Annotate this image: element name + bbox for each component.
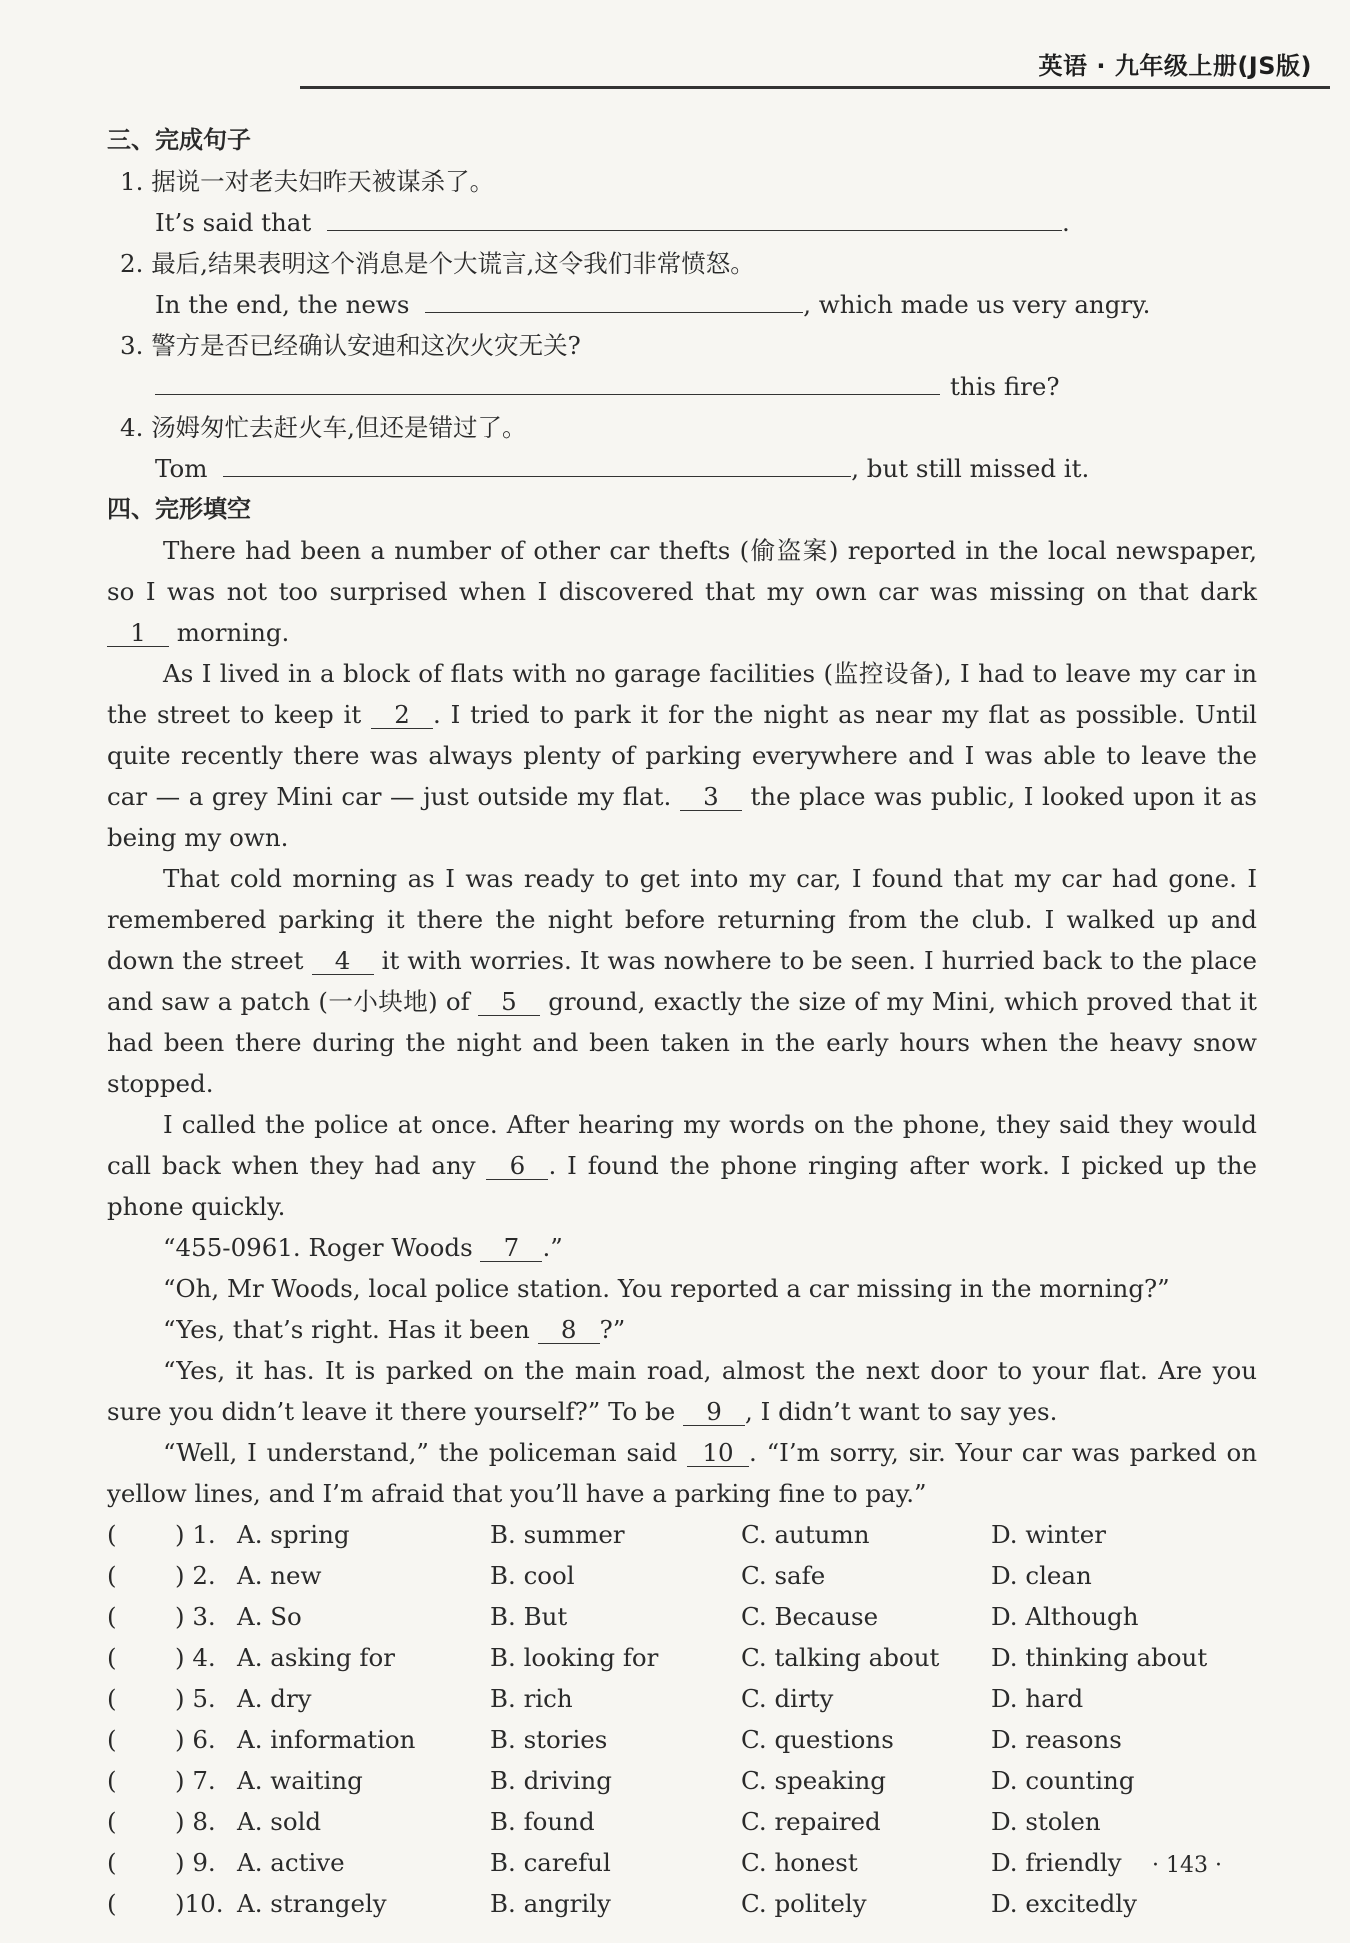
question-number: 3.	[120, 331, 144, 360]
option-b[interactable]: B. rich	[490, 1684, 573, 1713]
cloze-text: ?”	[599, 1315, 626, 1344]
choice-row	[107, 1842, 1257, 1883]
option-b[interactable]: B. cool	[490, 1561, 575, 1590]
cloze-blank[interactable]: 10	[687, 1440, 749, 1467]
cloze-text: There had been a number of other car thefts (偷盗案) reported in the local newspaper, so I was not too surprised when I discovered that my own car was missing on that dark	[107, 536, 1257, 606]
answer-prefix: It’s said that	[155, 208, 312, 237]
option-a[interactable]: A. strangely	[237, 1889, 387, 1918]
cloze-text: . I tried to park it for the night as near my flat as possible. Until quite recently there was always plenty of parking everywhere and I was able to leave the car — a grey Mini car — just outside my flat.	[107, 700, 1258, 811]
choice-number: ) 9.	[175, 1848, 216, 1877]
question-1-chinese	[107, 161, 1257, 202]
answer-paren[interactable]: (	[107, 1766, 117, 1795]
question-2-answer-line	[107, 284, 1257, 325]
answer-blank[interactable]	[327, 206, 1062, 231]
option-b[interactable]: B. But	[490, 1602, 568, 1631]
cloze-blank[interactable]: 8	[538, 1317, 600, 1344]
option-c[interactable]: C. Because	[741, 1602, 879, 1631]
answer-paren[interactable]: (	[107, 1520, 117, 1549]
option-a[interactable]: A. So	[237, 1602, 302, 1631]
choice-row	[107, 1719, 1257, 1760]
cloze-blank[interactable]: 7	[480, 1235, 542, 1262]
cloze-blank[interactable]: 1	[107, 620, 169, 647]
answer-paren[interactable]: (	[107, 1848, 117, 1877]
choice-number: ) 5.	[175, 1684, 216, 1713]
option-c[interactable]: C. honest	[741, 1848, 858, 1877]
cloze-text: . “I’m sorry, sir. Your car was parked on yellow lines, and I’m afraid that you’ll have a parking fine to pay.”	[107, 1438, 1258, 1508]
choice-row	[107, 1883, 1257, 1924]
question-chinese-text: 警方是否已经确认安迪和这次火灾无关?	[151, 331, 581, 360]
cloze-text: “Yes, that’s right. Has it been	[163, 1315, 538, 1344]
choice-row	[107, 1637, 1257, 1678]
question-number: 2.	[120, 249, 144, 278]
answer-paren[interactable]: (	[107, 1602, 117, 1631]
choice-number: ) 8.	[175, 1807, 216, 1836]
cloze-paragraph	[107, 1309, 1257, 1350]
question-3-answer-line	[107, 366, 1257, 407]
question-chinese-text: 最后,结果表明这个消息是个大谎言,这令我们非常愤怒。	[151, 249, 755, 278]
choice-number: ) 3.	[175, 1602, 216, 1631]
question-number: 1.	[120, 167, 144, 196]
option-c[interactable]: C. speaking	[741, 1766, 886, 1795]
cloze-text: “Oh, Mr Woods, local police station. You reported a car missing in the morning?”	[163, 1274, 1170, 1303]
answer-paren[interactable]: (	[107, 1684, 117, 1713]
option-c[interactable]: C. talking about	[741, 1643, 940, 1672]
option-a[interactable]: A. active	[237, 1848, 345, 1877]
header-rule	[300, 86, 1330, 89]
cloze-text: “455-0961. Roger Woods	[163, 1233, 481, 1262]
option-d[interactable]: D. thinking about	[991, 1643, 1208, 1672]
question-3-chinese	[107, 325, 1257, 366]
cloze-text: , I didn’t want to say yes.	[745, 1397, 1058, 1426]
answer-paren[interactable]: (	[107, 1807, 117, 1836]
cloze-blank[interactable]: 3	[680, 784, 742, 811]
cloze-text: “Yes, it has. It is parked on the main road, almost the next door to your flat. Are you sure you didn’t leave it there yourself?” To be	[107, 1356, 1257, 1426]
cloze-text: . I found the phone ringing after work. I picked up the phone quickly.	[107, 1151, 1257, 1221]
choice-row	[107, 1678, 1257, 1719]
choice-number: ) 1.	[175, 1520, 216, 1549]
choice-number: ) 6.	[175, 1725, 216, 1754]
option-b[interactable]: B. angrily	[490, 1889, 611, 1918]
option-c[interactable]: C. autumn	[741, 1520, 870, 1549]
cloze-text: ground, exactly the size of my Mini, which proved that it had been there during the night and been taken in the early hours when the heavy snow stopped.	[107, 987, 1257, 1098]
option-d[interactable]: D. winter	[991, 1520, 1106, 1549]
option-c[interactable]: C. repaired	[741, 1807, 881, 1836]
option-d[interactable]: D. Although	[991, 1602, 1139, 1631]
page-number: · 143 ·	[1152, 1853, 1222, 1878]
question-number: 4.	[120, 413, 144, 442]
choice-row	[107, 1555, 1257, 1596]
section-4-title: 四、完形填空	[107, 495, 251, 523]
option-b[interactable]: B. careful	[490, 1848, 611, 1877]
option-a[interactable]: A. sold	[237, 1807, 322, 1836]
answer-paren[interactable]: (	[107, 1643, 117, 1672]
question-1-answer-line	[107, 202, 1257, 243]
option-a[interactable]: A. asking for	[237, 1643, 395, 1672]
cloze-text: it with worries. It was nowhere to be seen. I hurried back to the place and saw a patch (一小块地) of	[107, 946, 1257, 1016]
choice-number: ) 7.	[175, 1766, 216, 1795]
cloze-paragraph	[107, 1104, 1257, 1227]
cloze-paragraph	[107, 653, 1257, 858]
choice-row	[107, 1760, 1257, 1801]
option-c[interactable]: C. safe	[741, 1561, 826, 1590]
cloze-paragraph	[107, 1350, 1257, 1432]
cloze-blank[interactable]: 5	[478, 989, 540, 1016]
choice-row	[107, 1596, 1257, 1637]
answer-prefix: Tom	[155, 454, 208, 483]
question-chinese-text: 汤姆匆忙去赶火车,但还是错过了。	[151, 413, 527, 442]
answer-suffix: , but still missed it.	[851, 454, 1090, 483]
answer-prefix: In the end, the news	[155, 290, 410, 319]
cloze-blank[interactable]: 4	[312, 948, 374, 975]
cloze-paragraph	[107, 1227, 1257, 1268]
cloze-text: the place was public, I looked upon it as being my own.	[107, 782, 1257, 852]
cloze-paragraph	[107, 1432, 1257, 1514]
choice-number: ) 4.	[175, 1643, 216, 1672]
answer-blank[interactable]	[223, 452, 851, 477]
option-a[interactable]: A. new	[237, 1561, 322, 1590]
option-d[interactable]: D. reasons	[991, 1725, 1122, 1754]
option-c[interactable]: C. dirty	[741, 1684, 834, 1713]
question-2-chinese	[107, 243, 1257, 284]
choice-number: )10.	[175, 1889, 224, 1918]
cloze-passage	[107, 530, 1257, 1514]
question-chinese-text: 据说一对老夫妇昨天被谋杀了。	[151, 167, 495, 196]
question-4-chinese	[107, 407, 1257, 448]
option-b[interactable]: B. found	[490, 1807, 595, 1836]
option-a[interactable]: A. information	[237, 1725, 416, 1754]
answer-paren[interactable]: (	[107, 1561, 117, 1590]
option-d[interactable]: D. excitedly	[991, 1889, 1137, 1918]
option-a[interactable]: A. spring	[237, 1520, 350, 1549]
option-b[interactable]: B. stories	[490, 1725, 608, 1754]
cloze-text: As I lived in a block of flats with no garage facilities (监控设备), I had to leave my car in the street to keep it	[107, 659, 1257, 729]
cloze-text: .”	[542, 1233, 563, 1262]
option-d[interactable]: D. counting	[991, 1766, 1135, 1795]
cloze-paragraph	[107, 1268, 1257, 1309]
option-c[interactable]: C. questions	[741, 1725, 894, 1754]
option-b[interactable]: B. looking for	[490, 1643, 659, 1672]
answer-paren[interactable]: (	[107, 1725, 117, 1754]
answer-blank[interactable]	[425, 288, 803, 313]
answer-suffix: this fire?	[950, 372, 1060, 401]
answer-paren[interactable]: (	[107, 1889, 117, 1918]
option-d[interactable]: D. clean	[991, 1561, 1092, 1590]
cloze-text: That cold morning as I was ready to get into my car, I found that my car had gone. I remembered parking it there the night before returning from the club. I walked up and down the street	[107, 864, 1257, 975]
cloze-blank[interactable]: 2	[371, 702, 433, 729]
section-3-title: 三、完成句子	[107, 126, 251, 154]
choice-row	[107, 1514, 1257, 1555]
answer-suffix: , which made us very angry.	[803, 290, 1151, 319]
answer-blank[interactable]	[155, 370, 940, 395]
choices-list	[107, 1514, 1257, 1924]
cloze-blank[interactable]: 9	[683, 1399, 745, 1426]
cloze-paragraph	[107, 858, 1257, 1104]
option-d[interactable]: D. stolen	[991, 1807, 1101, 1836]
page-content	[107, 120, 1257, 1924]
choice-row	[107, 1801, 1257, 1842]
option-c[interactable]: C. politely	[741, 1889, 867, 1918]
question-4-answer-line	[107, 448, 1257, 489]
option-a[interactable]: A. dry	[237, 1684, 312, 1713]
cloze-text: I called the police at once. After hearing my words on the phone, they said they would call back when they had any	[107, 1110, 1257, 1180]
option-d[interactable]: D. friendly	[991, 1848, 1122, 1877]
cloze-paragraph	[107, 530, 1257, 653]
cloze-text: morning.	[169, 618, 290, 647]
cloze-blank[interactable]: 6	[486, 1153, 548, 1180]
running-header: 英语 · 九年级上册(JS版)	[1038, 52, 1312, 80]
option-b[interactable]: B. summer	[490, 1520, 625, 1549]
cloze-text: “Well, I understand,” the policeman said	[163, 1438, 688, 1467]
answer-suffix: .	[1062, 208, 1070, 237]
option-b[interactable]: B. driving	[490, 1766, 612, 1795]
choice-number: ) 2.	[175, 1561, 216, 1590]
option-a[interactable]: A. waiting	[237, 1766, 363, 1795]
option-d[interactable]: D. hard	[991, 1684, 1084, 1713]
